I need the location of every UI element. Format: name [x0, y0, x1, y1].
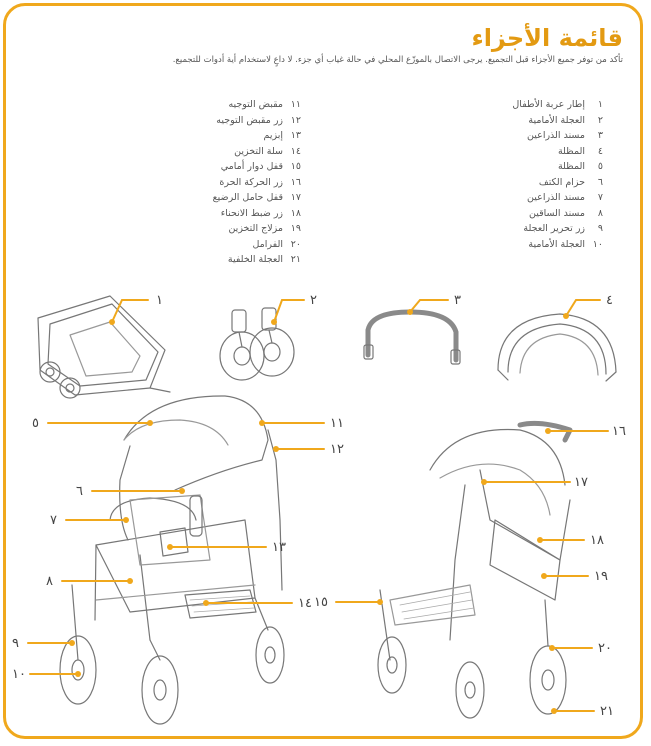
part-label: سلة التخزين: [234, 145, 283, 157]
callout-number-4: ٤: [606, 293, 613, 308]
bumper-bar-drawing: [364, 312, 460, 364]
callout-number-1: ١: [156, 293, 163, 308]
part-number: ٦: [597, 176, 603, 188]
callout-line-2: [274, 300, 304, 322]
part-number: ١٠: [592, 238, 603, 250]
part-label: مسند الساقين: [529, 207, 585, 219]
part-number: ١٨: [290, 207, 301, 219]
callout-number-5: ٥: [32, 416, 39, 431]
part-number: ٢: [597, 114, 603, 126]
callout-number-3: ٣: [454, 293, 461, 308]
part-label: إبزيم: [263, 130, 283, 141]
front-wheels-drawing: [220, 308, 294, 380]
part-label: مسند الذراعين: [527, 192, 585, 203]
part-number: ١٤: [290, 145, 301, 157]
callout-number-8: ٨: [46, 574, 53, 589]
callout-line-4: [566, 300, 600, 316]
part-label: قفل حامل الرضيع: [212, 192, 283, 203]
callout-number-21: ٢١: [600, 704, 614, 719]
callout-number-9: ٩: [12, 636, 19, 651]
part-number: ٨: [597, 207, 603, 219]
part-label: زر الحركة الحرة: [219, 176, 283, 188]
part-number: ٩: [597, 223, 603, 234]
part-number: ٥: [597, 161, 603, 172]
stroller-rear-view-drawing: [378, 423, 570, 718]
callout-dots: [69, 309, 569, 714]
part-label: حزام الكتف: [538, 176, 585, 188]
callout-number-14: ١٤: [298, 596, 312, 611]
part-label: العجلة الأمامية: [528, 114, 585, 126]
callout-number-20: ٢٠: [598, 641, 612, 656]
callout-number-2: ٢: [310, 293, 317, 308]
folded-frame-drawing: [38, 296, 170, 398]
canopy-part-drawing: [498, 314, 616, 381]
part-number: ١: [597, 99, 603, 110]
part-label: الفرامل: [252, 238, 283, 250]
part-label: العجلة الخلفية: [227, 254, 283, 265]
part-label: العجلة الأمامية: [528, 238, 585, 250]
part-label: زر ضبط الانحناء: [220, 207, 283, 219]
part-number: ٧: [597, 192, 603, 203]
stroller-front-view-drawing: [60, 396, 284, 724]
part-number: ١٧: [290, 192, 301, 203]
callout-number-17: ١٧: [574, 475, 588, 490]
part-number: ٣: [597, 130, 603, 141]
callout-number-18: ١٨: [590, 533, 604, 548]
part-number: ١٢: [290, 114, 301, 126]
callout-number-11: ١١: [330, 416, 344, 431]
callout-number-6: ٦: [76, 484, 83, 499]
part-label: مزلاج التخزين: [228, 223, 283, 234]
callout-number-10: ١٠: [12, 667, 26, 682]
part-number: ٢٠: [290, 238, 301, 250]
callout-number-13: ١٣: [272, 540, 286, 555]
callout-lines: [28, 300, 608, 711]
page-title: قائمة الأجزاء: [471, 24, 623, 52]
part-label: المظلة: [557, 145, 585, 157]
part-label: المظلة: [557, 161, 585, 172]
callout-number-12: ١٢: [330, 442, 344, 457]
part-label: مسند الذراعين: [527, 130, 585, 141]
part-label: مقبض التوجيه: [228, 99, 283, 110]
part-label: زر مقبض التوجيه: [216, 114, 283, 126]
part-label: إطار عربة الأطفال: [512, 99, 585, 110]
callout-number-16: ١٦: [612, 424, 626, 439]
callout-number-15: ١٥: [314, 595, 328, 610]
part-number: ١٣: [290, 130, 301, 141]
intro-text: تأكد من توفر جميع الأجزاء قبل التجميع. يرجى الاتصال بالموزّع المحلي في حالة غياب أي جزء. لا داعٍ لاستخدام أية أدوات للتجميع.: [172, 55, 623, 65]
callout-numbers: [12, 293, 626, 719]
part-number: ١٥: [290, 161, 301, 172]
part-label: زر تحرير العجلة: [523, 223, 585, 234]
callout-number-19: ١٩: [594, 569, 608, 584]
callout-number-7: ٧: [50, 513, 57, 528]
part-number: ٤: [597, 145, 603, 157]
part-number: ١٩: [290, 223, 301, 234]
part-number: ٢١: [290, 254, 301, 265]
part-label: قفل دوار أمامي: [220, 161, 283, 172]
part-number: ١٦: [290, 176, 301, 188]
part-number: ١١: [290, 99, 301, 110]
